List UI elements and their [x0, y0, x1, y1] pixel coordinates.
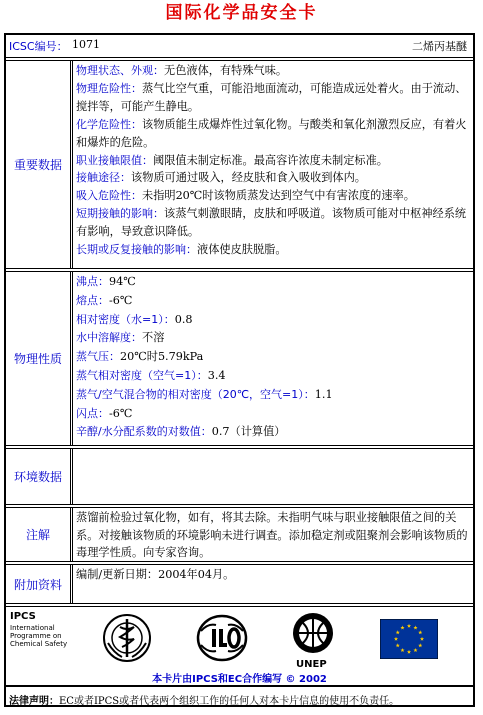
list-item: 蒸气压：20℃时5.79kPa — [76, 350, 204, 364]
icsc-label: ICSC编号： — [9, 40, 68, 53]
list-item: 化学危险性：该物质能生成爆炸性过氧化物。与酸类和氧化剂激烈反应，有着火和爆炸的危险。 — [76, 117, 467, 149]
who-logo-icon — [102, 613, 152, 663]
section-label-additional: 附加资料 — [13, 577, 62, 592]
environment-content — [74, 449, 472, 504]
ipcs-title: IPCS — [10, 611, 36, 622]
list-item: 水中溶解度：不溶 — [76, 331, 165, 345]
section-label-environment: 环境数据 — [13, 470, 62, 484]
unep-logo-icon — [288, 611, 338, 657]
legal-row — [6, 687, 473, 707]
list-item: 职业接触限值：阈限值未制定标准。最高容许浓度未制定标准。 — [76, 153, 388, 167]
notes-content: 蒸馏前检验过氧化物，如有，将其去除。未指明气味与职业接触限值之间的关系。对接触该物质的环境影响未进行调查。添加稳定剂或阻聚剂会影响该物质的毒理学性质。向专家咨询。 — [76, 511, 468, 559]
column-divider — [70, 508, 73, 561]
header-row — [6, 35, 473, 57]
column-divider — [70, 449, 73, 504]
list-item: 沸点：94℃ — [76, 275, 136, 288]
chemical-name: 二烯丙基醚 — [412, 40, 467, 53]
list-item: 物理状态、外观：无色液体，有特殊气味。 — [76, 64, 288, 77]
list-item: 物理危险性：蒸气比空气重，可能沿地面流动，可能造成远处着火。由于流动、搅拌等，可能产生静电。 — [76, 81, 467, 113]
list-item: 蒸气相对密度（空气=1）：3.4 — [76, 368, 226, 382]
card-title: 国际化学品安全卡 — [165, 3, 318, 23]
important-data-content — [74, 61, 472, 268]
safety-card — [4, 33, 475, 707]
list-item: 辛醇/水分配系数的对数值：0.7（计算值） — [76, 425, 286, 439]
list-item: 熔点：-6℃ — [76, 293, 133, 307]
ilo-logo-icon — [196, 613, 248, 663]
icsc-number: 1071 — [72, 38, 100, 51]
physical-properties-content — [74, 272, 472, 445]
section-label-notes: 注解 — [25, 528, 50, 542]
column-divider — [70, 565, 73, 603]
additional-content: 编制/更新日期：2004年04月。 — [76, 568, 235, 581]
list-item: 短期接触的影响：该蒸气刺激眼睛，皮肤和呼吸道。该物质可能对中枢神经系统有影响，导致意识降低。 — [76, 207, 467, 239]
list-item: 闪点：-6℃ — [76, 406, 133, 420]
list-item: 蒸气/空气混合物的相对密度（20℃，空气=1）：1.1 — [76, 387, 333, 401]
eu-flag-icon — [380, 619, 438, 659]
list-item: 相对密度（水=1）：0.8 — [76, 312, 193, 326]
unep-label: UNEP — [296, 659, 327, 670]
ipcs-subtitle: International Programme on Chemical Safety — [10, 624, 68, 648]
section-label-physical: 物理性质 — [13, 352, 62, 366]
column-divider — [70, 272, 73, 445]
column-divider — [70, 61, 73, 268]
list-item: 吸入危险性：未指明20℃时该物质蒸发达到空气中有害浓度的速率。 — [76, 189, 415, 203]
legal-notice: 法律声明：EC或者IPCS或者代表两个组织工作的任何人对本卡片信息的使用不负责任。 — [9, 696, 400, 707]
logo-footer — [6, 607, 473, 685]
section-label-important: 重要数据 — [13, 158, 62, 172]
cooperation-note: 本卡片由IPCS和EC合作编写 © 2002 — [152, 674, 327, 685]
list-item: 长期或反复接触的影响：液体使皮肤脱脂。 — [76, 243, 287, 257]
list-item: 接触途径：该物质可通过吸入，经皮肤和食入吸收到体内。 — [76, 171, 366, 185]
